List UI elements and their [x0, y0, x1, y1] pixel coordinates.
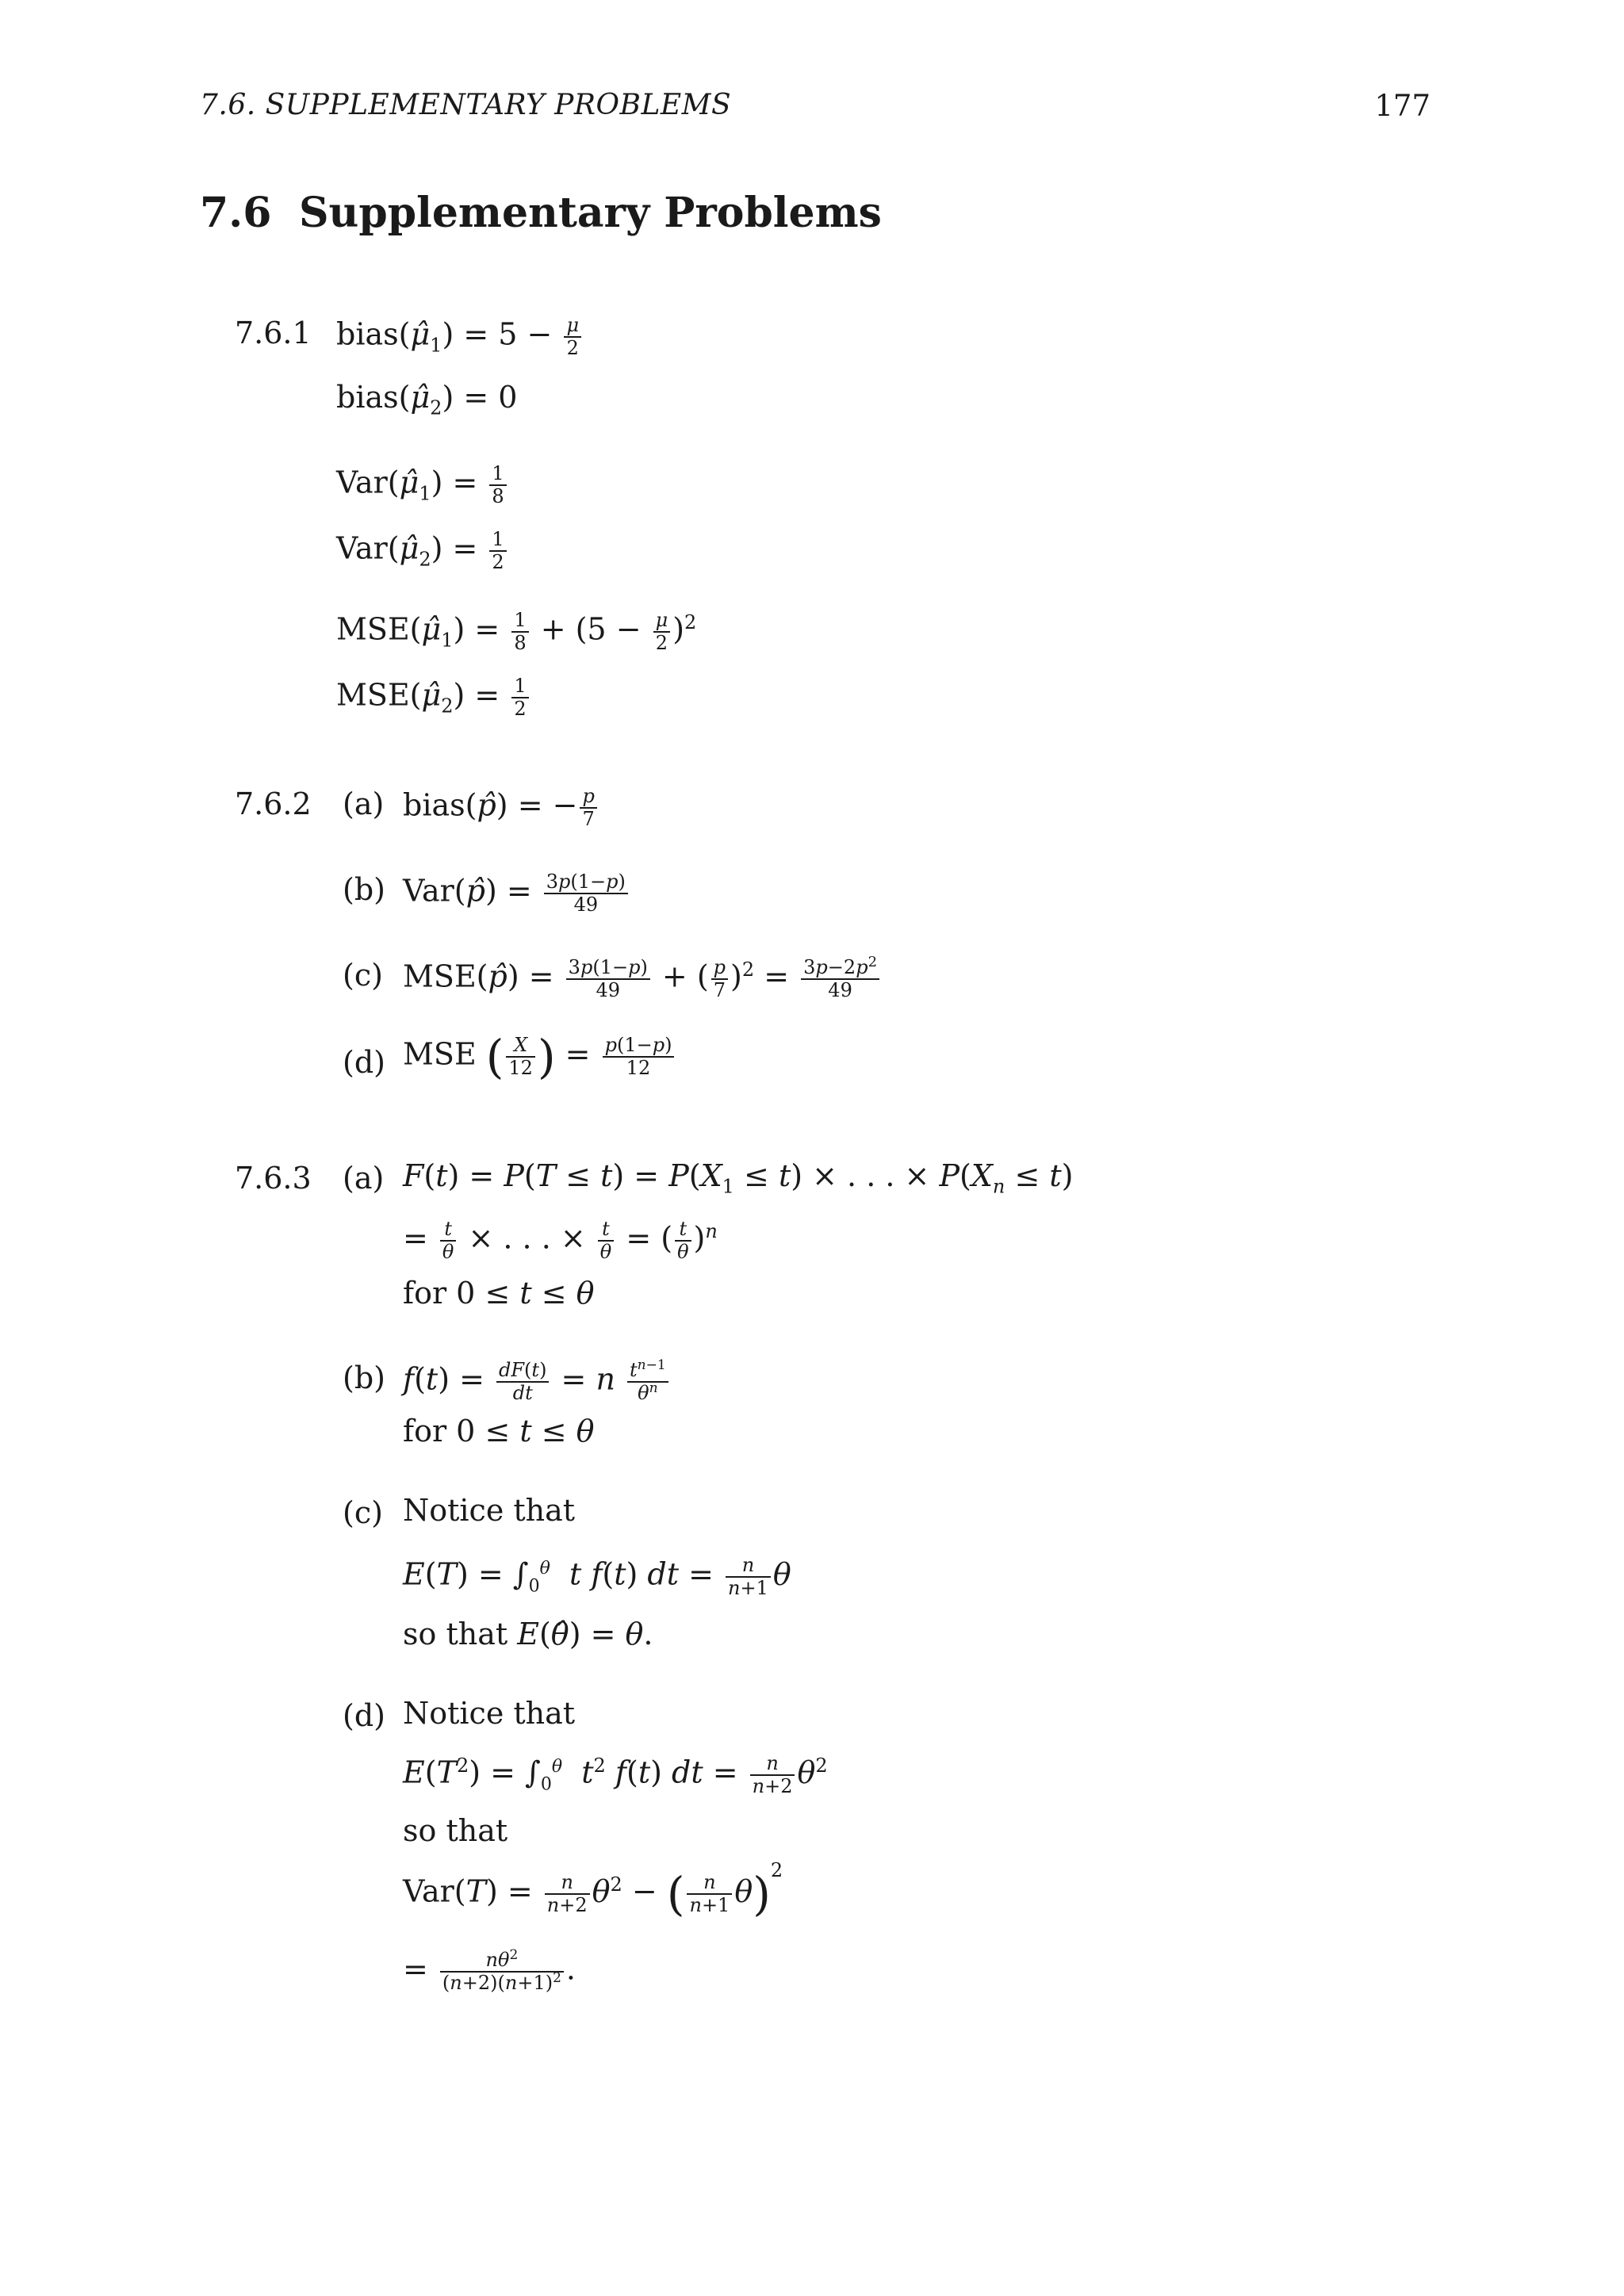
unbiased-text: so that E(θ̂) = θ.: [403, 1617, 653, 1651]
page-number: 177: [1374, 89, 1431, 123]
equation-var-mu1: $Var(\mû_1)$ = $\frac{1}{8}$: [336, 464, 509, 507]
notice-text-d: Notice that: [403, 1696, 576, 1731]
equation-expectation-t: $E(T) = \int_0^\theta$ t f(t) dt = $\frac{n}{n+1}$ θ: [403, 1554, 791, 1600]
range-text-b: for 0 ≤ t ≤ θ: [403, 1414, 595, 1448]
equation-mse-p: MSE(p̂) = $\frac{3p(1-p)}{49}$ + ( $\frac{p}{7}$ )$^2$ = $\frac{3p-2p^2}{49}$: [403, 958, 882, 1001]
equation-mse-x12: MSE ( $\frac{X}{12}$ ) = $\frac{p(1-p)}{12}$: [403, 1034, 676, 1080]
equation-variance-result: = $\frac{n\theta^2}{(n+2)(n+1)^2}$ .: [403, 1947, 576, 1995]
equation-pdf: f(t) = $\frac{dF(t)}{dt}$ = n $\frac{t^{n-1}}{\theta^n}$: [403, 1360, 671, 1403]
part-label-b: (b): [343, 1360, 385, 1395]
section-heading: [200, 189, 882, 237]
part-label-c: (c): [343, 1495, 383, 1530]
part-label-d: (d): [343, 1698, 385, 1733]
equation-cdf-product: = $\frac{t}{\theta}$ × . . . × $\frac{t}{\theta}$ = ( $\frac{t}{\theta}$ )$^n$: [403, 1218, 718, 1264]
part-label-d: (d): [343, 1045, 385, 1080]
running-head: 7.6. SUPPLEMENTARY PROBLEMS: [200, 89, 732, 121]
equation-bias-mu1: $bias(\mû_1) = 5$ − $\frac{\mu}{2}$: [336, 316, 584, 358]
problem-number-7-6-3: 7.6.3: [235, 1161, 312, 1196]
part-label-a: (a): [343, 1161, 385, 1196]
equation-expectation-t2: $E(T^2) = \int_0^\theta$ $t^2$ f(t) dt = $\frac{n}{n+2}$ $\theta^2$: [403, 1752, 828, 1798]
part-label-b: (b): [343, 872, 385, 907]
so-that-text: so that: [403, 1813, 508, 1848]
equation-variance-t: Var(T) = $\frac{n}{n+2}$ $\theta^2$ − ( $\frac{n}{n+1}$ θ)$^2$: [403, 1858, 783, 1921]
equation-bias-p: bias(p̂) = − $\frac{p}{7}$: [403, 786, 599, 829]
problem-number-7-6-2: 7.6.2: [235, 786, 312, 821]
notice-text-c: Notice that: [403, 1493, 576, 1528]
part-label-c: (c): [343, 958, 383, 993]
range-text-a: for 0 ≤ t ≤ θ: [403, 1276, 595, 1311]
section-number: 7.6: [200, 189, 272, 237]
problem-number-7-6-1: 7.6.1: [235, 316, 312, 350]
equation-mse-mu1: $MSE(\mû_1)$ = $\frac{1}{8}$ + (5 − $\frac{\mu}{2}$ )$^2$: [336, 609, 697, 655]
equation-bias-mu2: $bias(\mû_2) = 0$: [336, 380, 518, 419]
equation-cdf: $F(t) = P(T \le t) = P(X_1 \le t)$ × . . . × $P(X_n \le t)$: [403, 1158, 1074, 1198]
part-label-a: (a): [343, 786, 385, 821]
section-title: Supplementary Problems: [299, 189, 882, 237]
equation-mse-mu2: $MSE(\mû_2)$ = $\frac{1}{2}$: [336, 676, 531, 719]
equation-var-mu2: $Var(\mû_2)$ = $\frac{1}{2}$: [336, 530, 509, 572]
equation-var-p: Var(p̂) = $\frac{3p(1-p)}{49}$: [403, 872, 630, 915]
